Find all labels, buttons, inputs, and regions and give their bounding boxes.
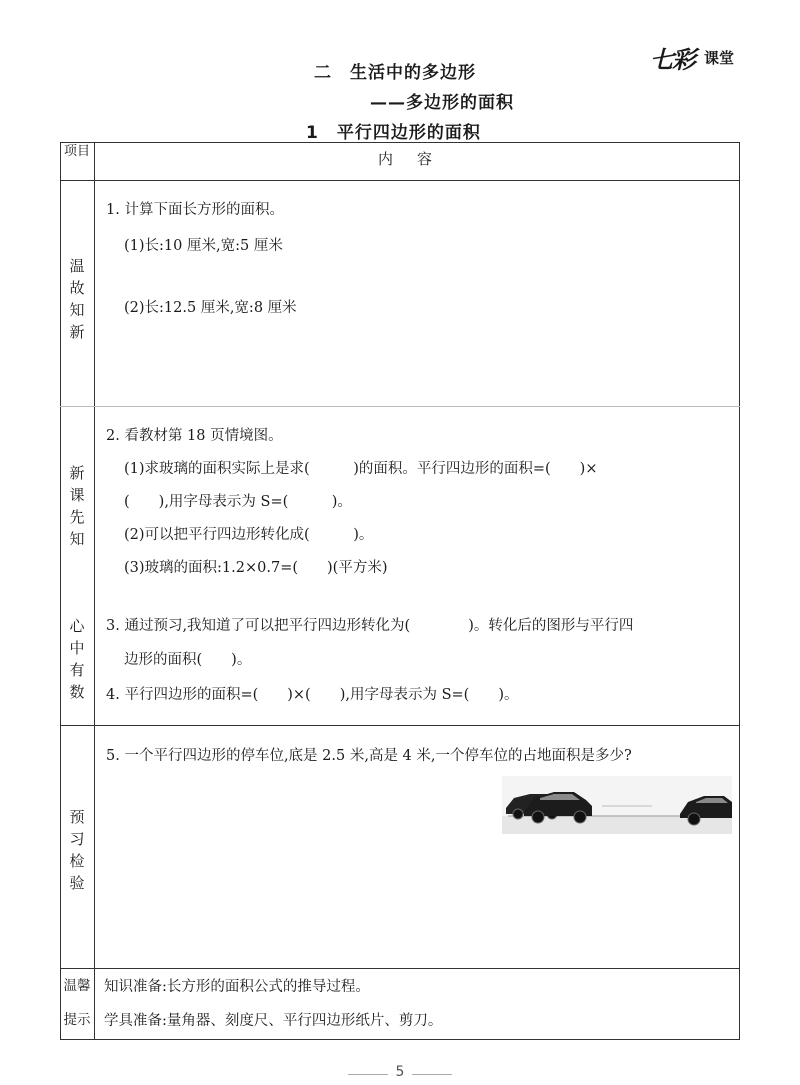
logo-big-text: 七彩 (650, 45, 694, 74)
lesson-title: 1 平行四边形的面积 (306, 123, 481, 143)
section-label-mind: 心中有数 (69, 617, 85, 701)
column-divider (94, 142, 95, 1040)
question-2-part-a-line1: (1)求玻璃的面积实际上是求( )的面积。平行四边形的面积=( )× (124, 461, 598, 477)
question-5: 5. 一个平行四边形的停车位,底是 2.5 米,高是 4 米,一个停车位的占地面积是多少? (106, 748, 632, 764)
page-number: 5 (395, 1064, 405, 1080)
question-3-line1: 3. 通过预习,我知道了可以把平行四边形转化为( )。转化后的图形与平行四 (106, 618, 634, 634)
chapter-subtitle: ——多边形的面积 (370, 93, 514, 113)
question-1-part-b: (2)长:12.5 厘米,宽:8 厘米 (124, 300, 297, 316)
question-2-part-a-line2: ( ),用字母表示为 S=( )。 (124, 494, 352, 510)
row-divider-1 (60, 406, 740, 407)
question-2-part-c: (3)玻璃的面积:1.2×0.7=( )(平方米) (124, 560, 388, 576)
section-label-check: 预习检验 (69, 808, 85, 892)
parking-cars-illustration (502, 776, 732, 834)
worksheet-table (60, 142, 740, 1040)
content-header: 内容 (377, 150, 456, 168)
tips-label-top: 温馨 (63, 978, 91, 994)
header-row-divider (60, 180, 740, 181)
question-3-line2: 边形的面积( )。 (124, 652, 252, 668)
page-number-dash-right (412, 1074, 452, 1075)
chapter-title: 二 生活中的多边形 (314, 63, 476, 83)
question-2-part-b: (2)可以把平行四边形转化成( )。 (124, 527, 374, 543)
question-4: 4. 平行四边形的面积=( )×( ),用字母表示为 S=( )。 (106, 687, 519, 703)
question-1-part-a: (1)长:10 厘米,宽:5 厘米 (124, 238, 283, 254)
logo-small-text: 课堂 (704, 49, 735, 67)
tips-label-bottom: 提示 (63, 1012, 91, 1028)
tips-tools-prep: 学具准备:量角器、刻度尺、平行四边形纸片、剪刀。 (104, 1013, 443, 1029)
section-label-review: 温故知新 (69, 257, 85, 341)
row-divider-2 (60, 725, 740, 726)
question-2-title: 2. 看教材第 18 页情境图。 (106, 428, 283, 444)
tips-knowledge-prep: 知识准备:长方形的面积公式的推导过程。 (104, 979, 370, 995)
row-divider-3 (60, 968, 740, 969)
brand-logo (648, 40, 748, 74)
item-header: 项目 (63, 144, 90, 159)
question-1-title: 1. 计算下面长方形的面积。 (106, 202, 284, 218)
section-label-preview-new: 新课先知 (69, 464, 85, 548)
